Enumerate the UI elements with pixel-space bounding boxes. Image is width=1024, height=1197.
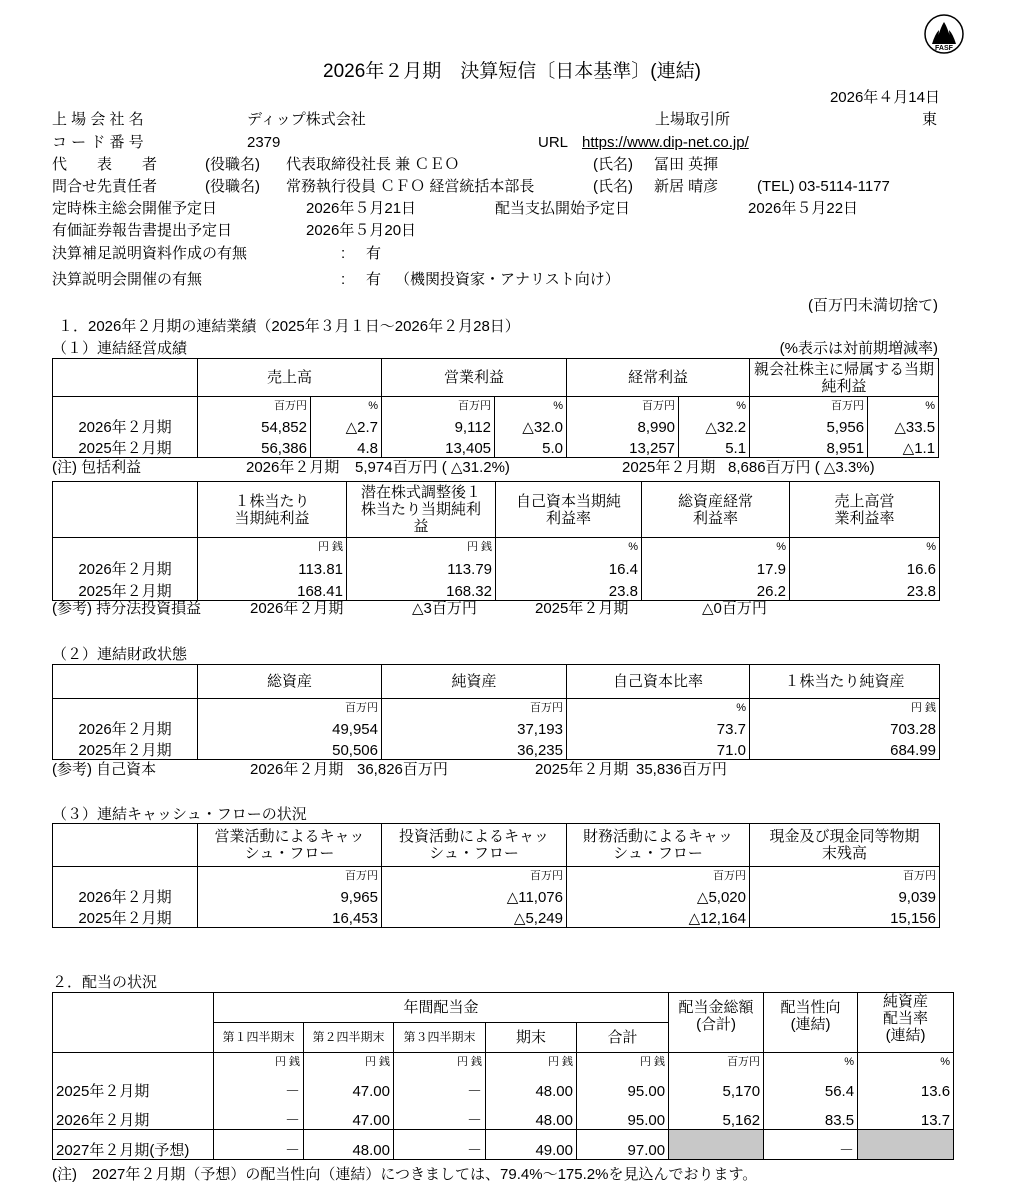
equity-method-current: △3百万円 — [412, 600, 477, 617]
header-financing-cf: 財務活動によるキャッシュ・フロー — [567, 824, 750, 867]
table-row — [53, 1100, 954, 1129]
equity-method-label: (参考) 持分法投資損益 — [52, 600, 202, 617]
financial-position-title: （２）連結財政状態 — [52, 646, 188, 663]
value-cell: － — [394, 1100, 486, 1129]
value-cell: 50,506 — [198, 738, 382, 759]
agm-label: 定時株主総会開催予定日 — [52, 200, 218, 217]
value-cell: 47.00 — [304, 1100, 394, 1129]
row-label: 2026年２月期 — [53, 885, 198, 906]
value-cell: － — [214, 1129, 304, 1159]
header-cash-end: 現金及び現金同等物期末残高 — [750, 824, 940, 867]
unit-cell: % — [495, 397, 567, 416]
value-cell: 56,386 — [198, 436, 311, 457]
table-row — [53, 906, 940, 927]
equity-method-period-current: 2026年２月期 — [250, 600, 344, 617]
report-date: 2026年４月14日 — [829, 89, 940, 106]
value-cell: 49,954 — [198, 717, 382, 738]
unit-cell: 百万円 — [567, 397, 679, 416]
value-cell: 48.00 — [304, 1129, 394, 1159]
value-cell: 703.28 — [750, 717, 940, 738]
value-cell: 168.32 — [347, 578, 496, 600]
header-sales: 売上高 — [198, 359, 382, 397]
unit-row — [53, 867, 940, 886]
value-cell: 48.00 — [486, 1100, 577, 1129]
rep-title: 代表取締役社長 兼 ＣＥＯ — [286, 156, 460, 173]
dividends-table — [52, 992, 954, 1160]
securities-report-label: 有価証券報告書提出予定日 — [52, 222, 233, 239]
unit-cell — [53, 397, 198, 416]
unit-cell: % — [679, 397, 750, 416]
equity-period-current: 2026年２月期 — [250, 761, 344, 778]
value-cell: 23.8 — [790, 578, 940, 600]
header-operating-margin: 売上高営業利益率 — [790, 482, 940, 538]
value-cell: 71.0 — [567, 738, 750, 759]
url-label: URL — [538, 134, 569, 151]
header-year-end: 期末 — [486, 1023, 577, 1053]
results-title: （１）連結経営成績 — [52, 340, 188, 357]
section1-title: １．2026年２月期の連結業績（2025年３月１日～2026年２月28日） — [58, 318, 520, 335]
value-cell: 48.00 — [486, 1071, 577, 1100]
blank-header — [53, 359, 198, 397]
unit-cell: % — [496, 538, 642, 557]
company-label: 上 場 会 社 名 — [52, 111, 144, 128]
value-cell: 13.7 — [858, 1100, 954, 1129]
equity-period-prior: 2025年２月期 — [535, 761, 629, 778]
document-title: 2026年２月期 決算短信〔日本基準〕(連結) — [323, 61, 701, 82]
briefing-note: （機関投資家・アナリスト向け） — [395, 271, 620, 288]
blank-header — [53, 993, 214, 1053]
header-total: 合計 — [577, 1023, 669, 1053]
unit-cell: % — [858, 1053, 954, 1072]
value-cell: 16.6 — [790, 556, 940, 578]
rep-title-label: (役職名) — [205, 156, 260, 173]
equity-current: 36,826百万円 — [357, 761, 448, 778]
value-cell: 26.2 — [642, 578, 790, 600]
value-cell: 13.6 — [858, 1071, 954, 1100]
table-row — [53, 436, 939, 457]
exchange-label: 上場取引所 — [655, 111, 731, 128]
header-total-dividend: 配当金総額(合計) — [669, 993, 764, 1053]
value-cell: △5,249 — [382, 906, 567, 927]
header-total-assets: 総資産 — [198, 665, 382, 699]
header-investing-cf: 投資活動によるキャッシュ・フロー — [382, 824, 567, 867]
unit-cell: 百万円 — [198, 867, 382, 886]
contact-title-label: (役職名) — [205, 178, 260, 195]
representative-label: 代 表 者 — [52, 156, 158, 173]
header-equity-ratio: 自己資本比率 — [567, 665, 750, 699]
value-cell: 5,956 — [750, 415, 868, 436]
value-cell: 9,039 — [750, 885, 940, 906]
value-cell: 5.1 — [679, 436, 750, 457]
value-cell: 13,257 — [567, 436, 679, 457]
value-cell: 9,965 — [198, 885, 382, 906]
row-label: 2026年２月期 — [53, 1100, 214, 1129]
unit-cell: 百万円 — [198, 397, 311, 416]
contact-name-label: (氏名) — [593, 178, 633, 195]
unit-cell: % — [642, 538, 790, 557]
unit-cell: 百万円 — [382, 867, 567, 886]
row-label: 2025年２月期 — [53, 578, 198, 600]
row-label: 2025年２月期 — [53, 906, 198, 927]
contact-name: 新居 晴彦 — [654, 178, 719, 195]
table-row — [53, 717, 940, 738]
value-cell: 684.99 — [750, 738, 940, 759]
unit-cell: % — [311, 397, 382, 416]
row-label: 2025年２月期 — [53, 1071, 214, 1100]
header-net-assets: 純資産 — [382, 665, 567, 699]
header-eps: １株当たり当期純利益 — [198, 482, 347, 538]
value-cell: 16.4 — [496, 556, 642, 578]
dividends-title: ２．配当の状況 — [52, 974, 158, 991]
header-roa: 総資産経常利益率 — [642, 482, 790, 538]
value-cell: 73.7 — [567, 717, 750, 738]
svg-text:FASF: FASF — [935, 45, 953, 52]
value-cell: 56.4 — [764, 1071, 858, 1100]
value-cell: 15,156 — [750, 906, 940, 927]
company-url-link[interactable]: https://www.dip-net.co.jp/ — [582, 134, 749, 151]
value-cell: 5,162 — [669, 1100, 764, 1129]
value-cell: 83.5 — [764, 1100, 858, 1129]
unit-cell: 円 銭 — [198, 538, 347, 557]
value-cell: △11,076 — [382, 885, 567, 906]
cashflow-table — [52, 823, 940, 928]
equity-label: (参考) 自己資本 — [52, 761, 157, 778]
operating-results-table — [52, 358, 939, 458]
value-cell: △2.7 — [311, 415, 382, 436]
value-cell: － — [214, 1100, 304, 1129]
header-payout-ratio: 配当性向(連結) — [764, 993, 858, 1053]
value-cell: 9,112 — [382, 415, 495, 436]
header-diluted-eps: 潜在株式調整後１株当たり当期純利益 — [347, 482, 496, 538]
value-cell: 37,193 — [382, 717, 567, 738]
value-cell: 113.79 — [347, 556, 496, 578]
supplementary-material-value: 有 — [366, 245, 382, 262]
value-cell: 23.8 — [496, 578, 642, 600]
table-row — [53, 556, 940, 578]
equity-method-prior: △0百万円 — [702, 600, 767, 617]
row-label: 2026年２月期 — [53, 556, 198, 578]
unit-cell — [53, 538, 198, 557]
value-cell: △32.0 — [495, 415, 567, 436]
value-cell: 5.0 — [495, 436, 567, 457]
supplementary-material-label: 決算補足説明資料作成の有無 — [52, 245, 248, 262]
contact-tel: (TEL) 03-5114-1177 — [757, 178, 890, 195]
briefing-label: 決算説明会開催の有無 — [52, 271, 203, 288]
value-cell: － — [394, 1071, 486, 1100]
code-label: コ ー ド 番 号 — [52, 134, 144, 151]
unit-cell: 円 銭 — [347, 538, 496, 557]
empty-cell — [669, 1129, 764, 1159]
value-cell: 95.00 — [577, 1100, 669, 1129]
comprehensive-income-period-prior: 2025年２月期 — [622, 459, 716, 476]
value-cell: 5,170 — [669, 1071, 764, 1100]
company-name: ディップ株式会社 — [247, 111, 366, 128]
cashflow-title: （３）連結キャッシュ・フローの状況 — [52, 806, 307, 823]
value-cell: △32.2 — [679, 415, 750, 436]
unit-cell: 円 銭 — [750, 699, 940, 718]
value-cell: 4.8 — [311, 436, 382, 457]
header-q2: 第２四半期末 — [304, 1023, 394, 1053]
unit-row — [53, 699, 940, 718]
fasf-logo — [922, 14, 966, 60]
exchange-value: 東 — [922, 111, 938, 128]
table-row — [53, 1071, 954, 1100]
value-cell: － — [214, 1071, 304, 1100]
unit-cell: 百万円 — [750, 867, 940, 886]
securities-report-date: 2026年５月20日 — [306, 222, 417, 239]
rep-name-label: (氏名) — [593, 156, 633, 173]
comprehensive-income-current: 5,974百万円 ( △31.2%) — [355, 459, 510, 476]
contact-title: 常務執行役員 ＣＦＯ 経営統括本部長 — [286, 178, 535, 195]
unit-row — [53, 397, 939, 416]
header-doe: 純資産配当率(連結) — [858, 993, 954, 1053]
per-share-ratios-table — [52, 481, 940, 601]
value-cell: 113.81 — [198, 556, 347, 578]
value-cell: △33.5 — [868, 415, 939, 436]
value-cell: － — [764, 1129, 858, 1159]
header-ordinary-profit: 経常利益 — [567, 359, 750, 397]
row-label: 2027年２月期(予想) — [53, 1129, 214, 1159]
rounding-note: (百万円未満切捨て) — [808, 297, 938, 314]
unit-cell — [53, 1053, 214, 1072]
value-cell: 36,235 — [382, 738, 567, 759]
equity-method-period-prior: 2025年２月期 — [535, 600, 629, 617]
value-cell: 54,852 — [198, 415, 311, 436]
unit-cell: 円 銭 — [394, 1053, 486, 1072]
header-operating-profit: 営業利益 — [382, 359, 567, 397]
colon: : — [341, 245, 346, 262]
row-label: 2025年２月期 — [53, 436, 198, 457]
value-cell: 17.9 — [642, 556, 790, 578]
blank-header — [53, 824, 198, 867]
unit-row — [53, 538, 940, 557]
unit-row — [53, 1053, 954, 1072]
pct-note: (%表示は対前期増減率) — [779, 340, 938, 357]
value-cell: △1.1 — [868, 436, 939, 457]
header-operating-cf: 営業活動によるキャッシュ・フロー — [198, 824, 382, 867]
dividend-forecast-note: (注) 2027年２月期（予想）の配当性向（連結）につきましては、79.4%～175.2%を見込んでおります。 — [52, 1166, 758, 1183]
unit-cell: 百万円 — [567, 867, 750, 886]
header-bps: １株当たり純資産 — [750, 665, 940, 699]
row-label: 2026年２月期 — [53, 717, 198, 738]
equity-prior: 35,836百万円 — [636, 761, 727, 778]
table-row — [53, 885, 940, 906]
table-row — [53, 738, 940, 759]
value-cell: 47.00 — [304, 1071, 394, 1100]
row-label: 2026年２月期 — [53, 415, 198, 436]
blank-header — [53, 482, 198, 538]
code-value: 2379 — [247, 134, 281, 151]
dividend-payment-date: 2026年５月22日 — [748, 200, 859, 217]
value-cell: 97.00 — [577, 1129, 669, 1159]
value-cell: 168.41 — [198, 578, 347, 600]
unit-cell: 百万円 — [382, 699, 567, 718]
unit-cell: % — [868, 397, 939, 416]
comprehensive-income-prior: 8,686百万円 ( △3.3%) — [728, 459, 875, 476]
dividend-payment-label: 配当支払開始予定日 — [495, 200, 631, 217]
header-roe: 自己資本当期純利益率 — [496, 482, 642, 538]
value-cell: △5,020 — [567, 885, 750, 906]
value-cell: 49.00 — [486, 1129, 577, 1159]
unit-cell: % — [567, 699, 750, 718]
value-cell: 95.00 — [577, 1071, 669, 1100]
blank-header — [53, 665, 198, 699]
value-cell: 8,951 — [750, 436, 868, 457]
colon: : — [341, 271, 346, 288]
unit-cell: 百万円 — [198, 699, 382, 718]
empty-cell — [858, 1129, 954, 1159]
unit-cell — [53, 699, 198, 718]
comprehensive-income-period-current: 2026年２月期 — [246, 459, 340, 476]
table-row — [53, 578, 940, 600]
unit-cell: 円 銭 — [304, 1053, 394, 1072]
header-net-profit: 親会社株主に帰属する当期純利益 — [750, 359, 939, 397]
rep-name: 冨田 英揮 — [654, 156, 719, 173]
header-q1: 第１四半期末 — [214, 1023, 304, 1053]
table-row — [53, 1129, 954, 1159]
unit-cell: % — [764, 1053, 858, 1072]
unit-cell: 百万円 — [669, 1053, 764, 1072]
unit-cell: 円 銭 — [214, 1053, 304, 1072]
row-label: 2025年２月期 — [53, 738, 198, 759]
unit-cell: % — [790, 538, 940, 557]
header-q3: 第３四半期末 — [394, 1023, 486, 1053]
comprehensive-income-label: (注) 包括利益 — [52, 459, 142, 476]
value-cell: 16,453 — [198, 906, 382, 927]
contact-label: 問合せ先責任者 — [52, 178, 158, 195]
unit-cell: 円 銭 — [577, 1053, 669, 1072]
value-cell: △12,164 — [567, 906, 750, 927]
unit-cell: 百万円 — [382, 397, 495, 416]
value-cell: － — [394, 1129, 486, 1159]
unit-cell — [53, 867, 198, 886]
header-annual-dividend: 年間配当金 — [214, 993, 669, 1023]
value-cell: 13,405 — [382, 436, 495, 457]
unit-cell: 円 銭 — [486, 1053, 577, 1072]
table-row — [53, 415, 939, 436]
agm-date: 2026年５月21日 — [306, 200, 417, 217]
value-cell: 8,990 — [567, 415, 679, 436]
financial-position-table — [52, 664, 940, 760]
briefing-value: 有 — [366, 271, 382, 288]
unit-cell: 百万円 — [750, 397, 868, 416]
